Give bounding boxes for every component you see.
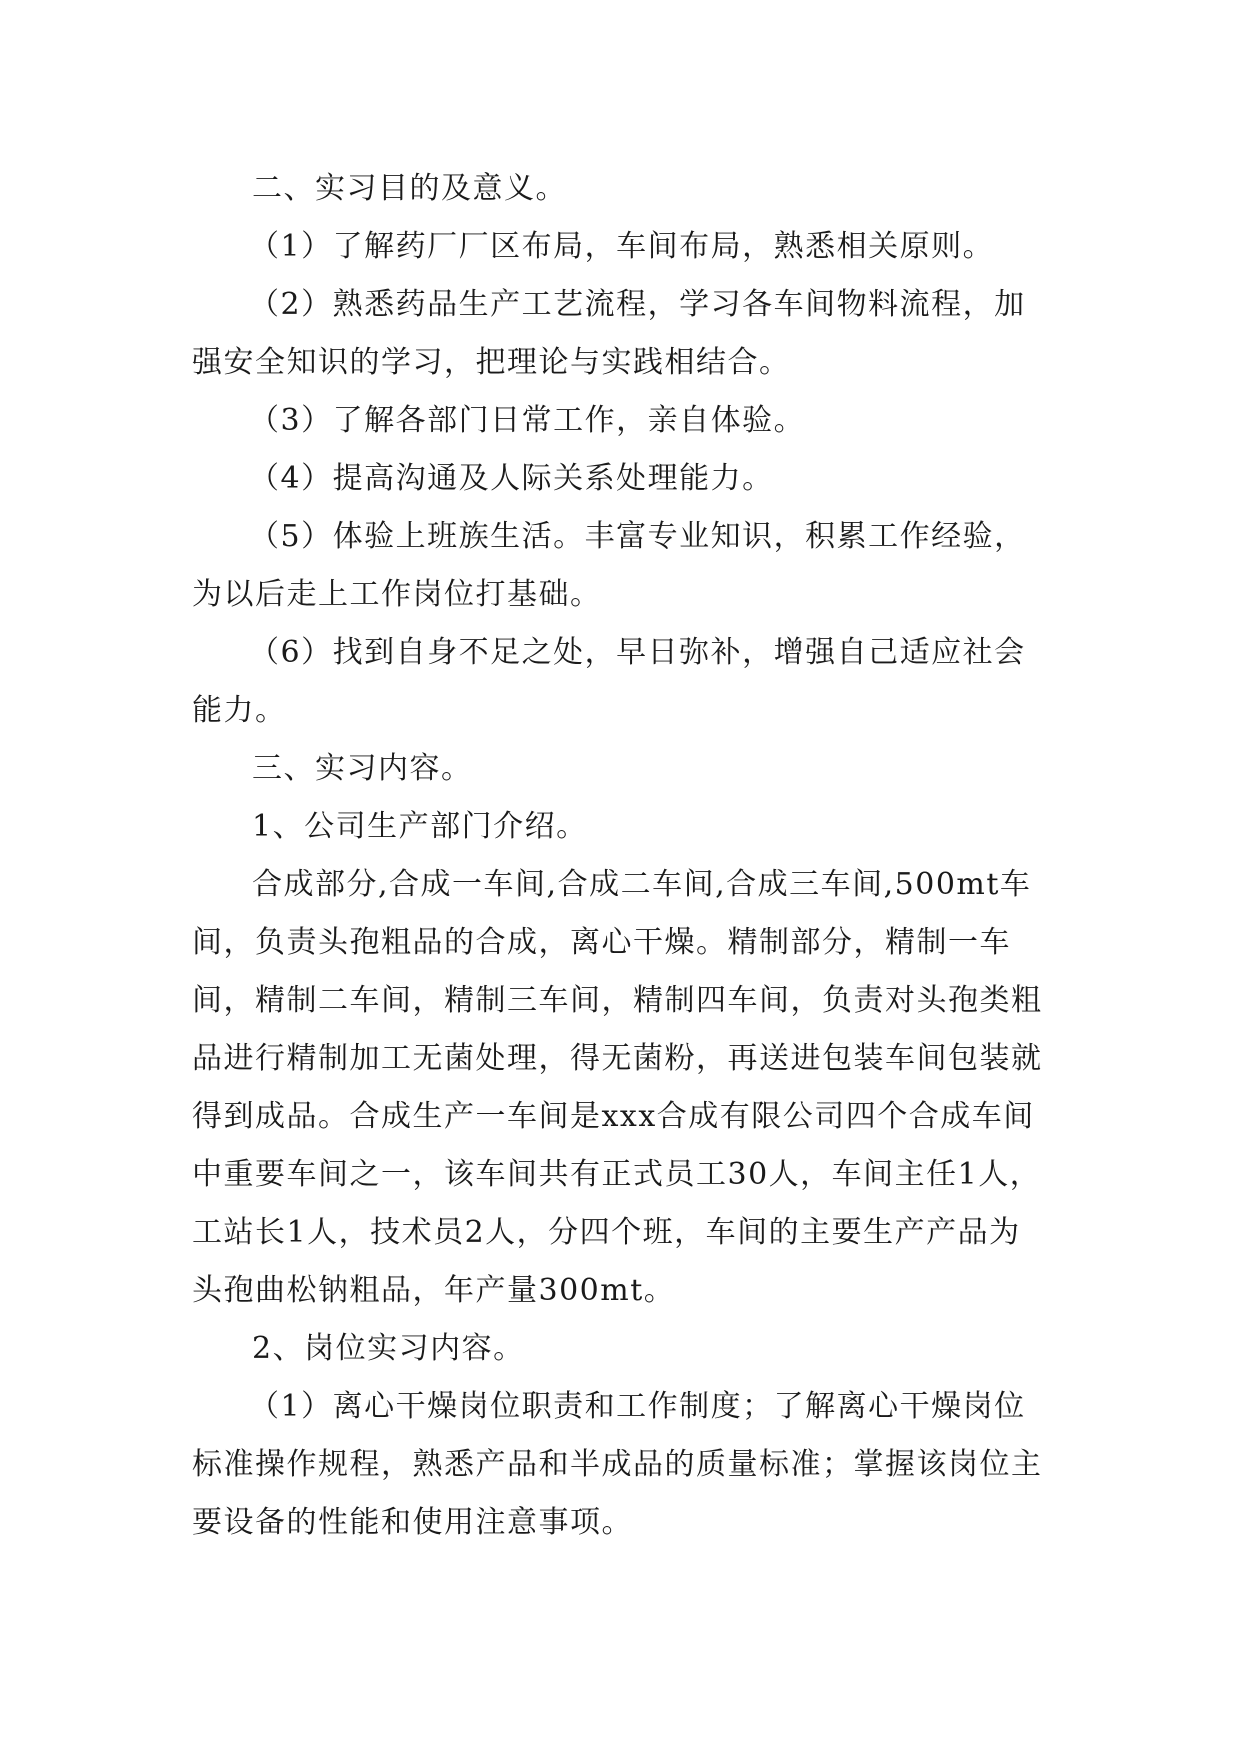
section-heading-content: 三、实习内容。 bbox=[252, 751, 473, 786]
purpose-item-6: （6）找到自身不足之处，早日弥补，增强自己适应社会能力。 bbox=[192, 635, 1026, 728]
subheading-job-content: 2、岗位实习内容。 bbox=[252, 1331, 525, 1366]
subheading-departments: 1、公司生产部门介绍。 bbox=[252, 809, 588, 844]
document-body bbox=[192, 160, 1050, 1552]
purpose-item-5: （5）体验上班族生活。丰富专业知识，积累工作经验，为以后走上工作岗位打基础。 bbox=[192, 519, 1026, 612]
purpose-item-4: （4）提高沟通及人际关系处理能力。 bbox=[249, 461, 774, 496]
job-content-item-1: （1）离心干燥岗位职责和工作制度；了解离心干燥岗位标准操作规程，熟悉产品和半成品的质量标准；掌握该岗位主要设备的性能和使用注意事项。 bbox=[192, 1389, 1043, 1540]
section-heading-purpose: 二、实习目的及意义。 bbox=[252, 171, 567, 206]
departments-paragraph: 合成部分,合成一车间,合成二车间,合成三车间,500mt车间，负责头孢粗品的合成，离心干燥。精制部分，精制一车间，精制二车间，精制三车间，精制四车间，负责对头孢类粗品进行精制加工无菌处理，得无菌粉，再送进包装车间包装就得到成品。合成生产一车间是xxx合成有限公司四个合成车间中重要车间之一，该车间共有正式员工30人，车间主任1人，工站长1人，技术员2人，分四个班，车间的主要生产产品为头孢曲松钠粗品，年产量300mt。 bbox=[192, 867, 1043, 1308]
purpose-item-2: （2）熟悉药品生产工艺流程，学习各车间物料流程，加强安全知识的学习，把理论与实践相结合。 bbox=[192, 287, 1026, 380]
purpose-item-3: （3）了解各部门日常工作，亲自体验。 bbox=[249, 403, 806, 438]
purpose-item-1: （1）了解药厂厂区布局，车间布局，熟悉相关原则。 bbox=[249, 229, 995, 264]
